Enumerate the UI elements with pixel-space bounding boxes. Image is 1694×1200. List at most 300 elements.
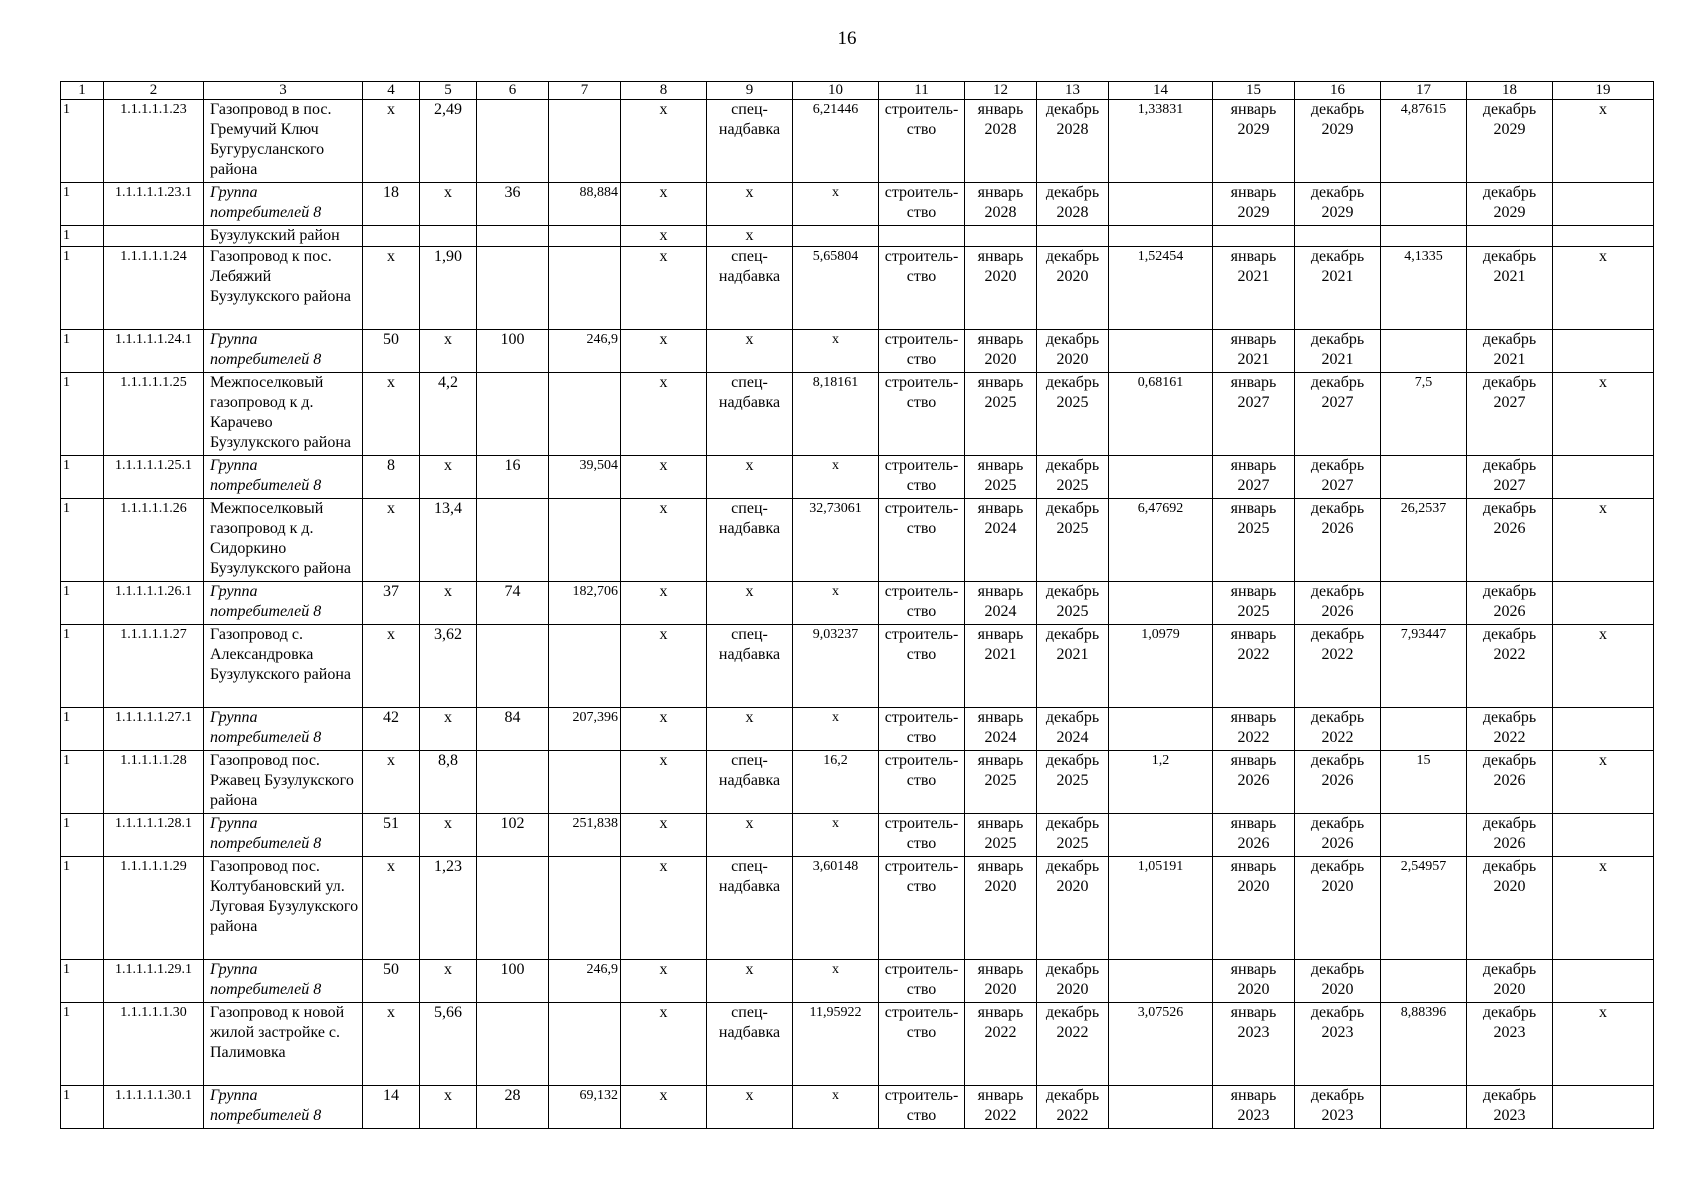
table-cell-col-8: х (621, 247, 707, 330)
table-cell-col-7 (549, 499, 621, 582)
column-header: 15 (1213, 82, 1295, 100)
table-cell-col-1: 1 (61, 582, 104, 625)
table-cell-col-2: 1.1.1.1.1.24 (104, 247, 204, 330)
table-cell-col-15: январь 2021 (1213, 247, 1295, 330)
table-cell-col-13: декабрь 2021 (1037, 625, 1109, 708)
table-cell-col-19: х (1553, 373, 1654, 456)
table-cell-col-1: 1 (61, 100, 104, 183)
table-cell-col-9: спец-надбавка (707, 857, 793, 960)
table-cell-col-7 (549, 751, 621, 814)
table-cell-col-12: январь 2028 (965, 183, 1037, 226)
table-cell-col-6: 84 (477, 708, 549, 751)
table-cell-col-12: январь 2024 (965, 499, 1037, 582)
table-cell-col-15: январь 2022 (1213, 625, 1295, 708)
table-cell-col-1: 1 (61, 247, 104, 330)
table-cell-col-14 (1109, 226, 1213, 247)
table-cell-col-13: декабрь 2025 (1037, 373, 1109, 456)
table-cell-col-15: январь 2020 (1213, 960, 1295, 1003)
table-cell-col-7 (549, 625, 621, 708)
table-cell-col-16: декабрь 2023 (1295, 1086, 1381, 1129)
table-cell-col-12: январь 2022 (965, 1003, 1037, 1086)
table-cell-col-6 (477, 226, 549, 247)
table-cell-col-17 (1381, 708, 1467, 751)
table-cell-col-13: декабрь 2028 (1037, 100, 1109, 183)
table-cell-col-2: 1.1.1.1.1.26.1 (104, 582, 204, 625)
table-cell-col-15: январь 2022 (1213, 708, 1295, 751)
table-cell-col-14 (1109, 1086, 1213, 1129)
table-row (61, 456, 1654, 499)
table-cell-col-10: 9,03237 (793, 625, 879, 708)
table-cell-col-4: 51 (363, 814, 420, 857)
table-cell-col-10: х (793, 183, 879, 226)
table-cell-col-13: декабрь 2024 (1037, 708, 1109, 751)
table-cell-col-19 (1553, 582, 1654, 625)
table-cell-col-18: декабрь 2026 (1467, 751, 1553, 814)
table-cell-col-5: 1,23 (420, 857, 477, 960)
table-cell-col-12: январь 2025 (965, 456, 1037, 499)
column-header: 4 (363, 82, 420, 100)
table-row (61, 582, 1654, 625)
table-cell-col-19 (1553, 183, 1654, 226)
table-cell-col-4: х (363, 1003, 420, 1086)
table-cell-col-11: строитель-ство (879, 582, 965, 625)
table-cell-col-7 (549, 100, 621, 183)
table-cell-col-15: январь 2025 (1213, 499, 1295, 582)
table-cell-col-7: 246,9 (549, 330, 621, 373)
table-cell-col-4: х (363, 373, 420, 456)
table-cell-col-18: декабрь 2022 (1467, 625, 1553, 708)
table-cell-col-14: 1,33831 (1109, 100, 1213, 183)
table-cell-col-18: декабрь 2020 (1467, 960, 1553, 1003)
table-cell-col-11: строитель-ство (879, 960, 965, 1003)
table-cell-col-2: 1.1.1.1.1.25 (104, 373, 204, 456)
table-cell-col-13: декабрь 2025 (1037, 751, 1109, 814)
table-cell-col-17 (1381, 183, 1467, 226)
table-cell-col-13: декабрь 2022 (1037, 1086, 1109, 1129)
table-cell-col-15: январь 2029 (1213, 183, 1295, 226)
table-cell-col-5: 5,66 (420, 1003, 477, 1086)
data-table (60, 81, 1654, 1129)
table-cell-col-12: январь 2022 (965, 1086, 1037, 1129)
table-cell-col-18 (1467, 226, 1553, 247)
table-cell-col-1: 1 (61, 708, 104, 751)
table-cell-col-19: х (1553, 247, 1654, 330)
table-cell-col-13: декабрь 2025 (1037, 456, 1109, 499)
table-cell-col-12: январь 2024 (965, 708, 1037, 751)
table-cell-col-11: строитель-ство (879, 499, 965, 582)
table-cell-col-1: 1 (61, 960, 104, 1003)
table-cell-col-5: х (420, 708, 477, 751)
table-cell-col-16: декабрь 2022 (1295, 625, 1381, 708)
table-cell-col-11: строитель-ство (879, 247, 965, 330)
table-cell-col-12: январь 2025 (965, 814, 1037, 857)
table-cell-col-9: х (707, 1086, 793, 1129)
table-cell-col-6: 100 (477, 330, 549, 373)
column-header: 3 (204, 82, 363, 100)
column-header: 10 (793, 82, 879, 100)
table-cell-col-3: Газопровод с. Александровка Бузулукского района (204, 625, 363, 708)
column-header: 14 (1109, 82, 1213, 100)
table-row (61, 100, 1654, 183)
table-cell-col-5: х (420, 456, 477, 499)
table-cell-col-11: строитель-ство (879, 456, 965, 499)
table-cell-col-16 (1295, 226, 1381, 247)
table-cell-col-19 (1553, 330, 1654, 373)
table-cell-col-15: январь 2025 (1213, 582, 1295, 625)
table-cell-col-5: 1,90 (420, 247, 477, 330)
table-cell-col-8: х (621, 708, 707, 751)
table-cell-col-7 (549, 247, 621, 330)
table-cell-col-1: 1 (61, 226, 104, 247)
table-cell-col-2: 1.1.1.1.1.30 (104, 1003, 204, 1086)
table-cell-col-12: январь 2025 (965, 373, 1037, 456)
table-cell-col-6: 36 (477, 183, 549, 226)
table-cell-col-1: 1 (61, 330, 104, 373)
table-cell-col-16: декабрь 2021 (1295, 330, 1381, 373)
table-cell-col-11: строитель-ство (879, 1086, 965, 1129)
table-row (61, 247, 1654, 330)
table-cell-col-19: х (1553, 1003, 1654, 1086)
table-cell-col-15: январь 2020 (1213, 857, 1295, 960)
table-cell-col-15: январь 2026 (1213, 814, 1295, 857)
table-cell-col-13 (1037, 226, 1109, 247)
table-cell-col-14 (1109, 330, 1213, 373)
table-cell-col-1: 1 (61, 857, 104, 960)
table-cell-col-8: х (621, 814, 707, 857)
table-cell-col-6: 100 (477, 960, 549, 1003)
table-cell-col-13: декабрь 2025 (1037, 499, 1109, 582)
table-cell-col-12: январь 2028 (965, 100, 1037, 183)
column-header: 6 (477, 82, 549, 100)
table-cell-col-3: Газопровод в пос. Гремучий Ключ Бугурусланского района (204, 100, 363, 183)
table-cell-col-2: 1.1.1.1.1.26 (104, 499, 204, 582)
table-cell-col-11: строитель-ство (879, 1003, 965, 1086)
table-cell-col-9: спец-надбавка (707, 100, 793, 183)
table-cell-col-9: спец-надбавка (707, 1003, 793, 1086)
table-cell-col-6 (477, 751, 549, 814)
table-cell-col-18: декабрь 2022 (1467, 708, 1553, 751)
table-cell-col-18: декабрь 2023 (1467, 1003, 1553, 1086)
table-cell-col-19: х (1553, 857, 1654, 960)
table-cell-col-8: х (621, 183, 707, 226)
table-cell-col-17: 26,2537 (1381, 499, 1467, 582)
table-cell-col-8: х (621, 1003, 707, 1086)
table-cell-col-14: 1,0979 (1109, 625, 1213, 708)
table-cell-col-9: спец-надбавка (707, 247, 793, 330)
table-cell-col-1: 1 (61, 814, 104, 857)
table-cell-col-4: 42 (363, 708, 420, 751)
table-cell-col-19: х (1553, 499, 1654, 582)
table-cell-col-3: Группа потребителей 8 (204, 582, 363, 625)
table-cell-col-15: январь 2023 (1213, 1003, 1295, 1086)
table-cell-col-12 (965, 226, 1037, 247)
table-row (61, 814, 1654, 857)
table-cell-col-9: спец-надбавка (707, 751, 793, 814)
table-cell-col-11: строитель-ство (879, 751, 965, 814)
table-cell-col-10: х (793, 960, 879, 1003)
table-cell-col-2: 1.1.1.1.1.30.1 (104, 1086, 204, 1129)
table-cell-col-17 (1381, 226, 1467, 247)
column-header: 12 (965, 82, 1037, 100)
table-cell-col-5: х (420, 960, 477, 1003)
table-row (61, 1003, 1654, 1086)
table-cell-col-11: строитель-ство (879, 330, 965, 373)
table-row (61, 183, 1654, 226)
table-cell-col-8: х (621, 456, 707, 499)
table-cell-col-16: декабрь 2029 (1295, 183, 1381, 226)
table-cell-col-7 (549, 373, 621, 456)
table-cell-col-3: Группа потребителей 8 (204, 183, 363, 226)
table-cell-col-14 (1109, 456, 1213, 499)
table-cell-col-5: х (420, 183, 477, 226)
table-cell-col-12: январь 2024 (965, 582, 1037, 625)
table-cell-col-7 (549, 226, 621, 247)
table-row (61, 625, 1654, 708)
table-row (61, 1086, 1654, 1129)
table-cell-col-17 (1381, 456, 1467, 499)
table-cell-col-18: декабрь 2027 (1467, 456, 1553, 499)
table-cell-col-1: 1 (61, 499, 104, 582)
table-cell-col-4: х (363, 625, 420, 708)
table-cell-col-16: декабрь 2022 (1295, 708, 1381, 751)
table-cell-col-5 (420, 226, 477, 247)
table-cell-col-6 (477, 100, 549, 183)
table-cell-col-18: декабрь 2029 (1467, 100, 1553, 183)
table-cell-col-2: 1.1.1.1.1.29 (104, 857, 204, 960)
table-cell-col-10: х (793, 456, 879, 499)
table-cell-col-16: декабрь 2029 (1295, 100, 1381, 183)
table-cell-col-9: спец-надбавка (707, 373, 793, 456)
table-cell-col-17 (1381, 330, 1467, 373)
table-cell-col-4: 50 (363, 330, 420, 373)
table-cell-col-16: декабрь 2021 (1295, 247, 1381, 330)
table-cell-col-1: 1 (61, 456, 104, 499)
table-cell-col-11: строитель-ство (879, 373, 965, 456)
table-cell-col-8: х (621, 751, 707, 814)
table-cell-col-3: Газопровод пос. Колтубановский ул. Луговая Бузулукского района (204, 857, 363, 960)
table-cell-col-4: 37 (363, 582, 420, 625)
table-cell-col-8: х (621, 100, 707, 183)
table-cell-col-13: декабрь 2022 (1037, 1003, 1109, 1086)
table-cell-col-14 (1109, 183, 1213, 226)
table-cell-col-5: 13,4 (420, 499, 477, 582)
column-header: 5 (420, 82, 477, 100)
table-cell-col-1: 1 (61, 183, 104, 226)
table-cell-col-9: х (707, 330, 793, 373)
column-header: 16 (1295, 82, 1381, 100)
table-cell-col-10: х (793, 1086, 879, 1129)
table-cell-col-17: 7,5 (1381, 373, 1467, 456)
table-cell-col-13: декабрь 2028 (1037, 183, 1109, 226)
table-cell-col-15: январь 2023 (1213, 1086, 1295, 1129)
table-cell-col-19 (1553, 1086, 1654, 1129)
column-header: 11 (879, 82, 965, 100)
table-cell-col-4: х (363, 499, 420, 582)
table-cell-col-9: спец-надбавка (707, 499, 793, 582)
table-cell-col-18: декабрь 2027 (1467, 373, 1553, 456)
table-cell-col-9: х (707, 960, 793, 1003)
column-header-row (61, 82, 1654, 100)
table-cell-col-14 (1109, 814, 1213, 857)
table-cell-col-11: строитель-ство (879, 625, 965, 708)
column-header: 2 (104, 82, 204, 100)
table-cell-col-9: х (707, 708, 793, 751)
table-cell-col-17 (1381, 1086, 1467, 1129)
table-cell-col-7: 246,9 (549, 960, 621, 1003)
table-cell-col-3: Группа потребителей 8 (204, 1086, 363, 1129)
table-cell-col-4: 18 (363, 183, 420, 226)
table-cell-col-1: 1 (61, 751, 104, 814)
table-cell-col-18: декабрь 2029 (1467, 183, 1553, 226)
table-cell-col-14 (1109, 708, 1213, 751)
column-header: 13 (1037, 82, 1109, 100)
table-cell-col-10: х (793, 330, 879, 373)
table-cell-col-17: 8,88396 (1381, 1003, 1467, 1086)
table-row (61, 708, 1654, 751)
table-cell-col-5: 2,49 (420, 100, 477, 183)
column-header: 9 (707, 82, 793, 100)
table-cell-col-6 (477, 625, 549, 708)
table-cell-col-19: х (1553, 751, 1654, 814)
table-cell-col-9: х (707, 456, 793, 499)
table-cell-col-1: 1 (61, 1003, 104, 1086)
table-cell-col-9: х (707, 183, 793, 226)
table-cell-col-11: строитель-ство (879, 857, 965, 960)
table-cell-col-4: х (363, 751, 420, 814)
table-cell-col-10: 32,73061 (793, 499, 879, 582)
table-cell-col-10: х (793, 814, 879, 857)
column-header: 1 (61, 82, 104, 100)
table-cell-col-19 (1553, 708, 1654, 751)
table-cell-col-7: 39,504 (549, 456, 621, 499)
table-cell-col-2: 1.1.1.1.1.29.1 (104, 960, 204, 1003)
table-cell-col-17: 15 (1381, 751, 1467, 814)
table-cell-col-1: 1 (61, 373, 104, 456)
table-cell-col-7 (549, 1003, 621, 1086)
table-cell-col-19: х (1553, 100, 1654, 183)
table-cell-col-2: 1.1.1.1.1.23.1 (104, 183, 204, 226)
table-cell-col-8: х (621, 582, 707, 625)
table-cell-col-19 (1553, 960, 1654, 1003)
table-cell-col-5: х (420, 582, 477, 625)
table-cell-col-13: декабрь 2020 (1037, 857, 1109, 960)
table-cell-col-8: х (621, 373, 707, 456)
table-cell-col-11: строитель-ство (879, 708, 965, 751)
table-cell-col-19 (1553, 226, 1654, 247)
table-cell-col-3: Группа потребителей 8 (204, 330, 363, 373)
table-cell-col-8: х (621, 960, 707, 1003)
table-cell-col-17 (1381, 960, 1467, 1003)
table-cell-col-15: январь 2027 (1213, 456, 1295, 499)
table-cell-col-19 (1553, 456, 1654, 499)
table-cell-col-4: х (363, 247, 420, 330)
column-header: 19 (1553, 82, 1654, 100)
table-cell-col-7: 69,132 (549, 1086, 621, 1129)
table-cell-col-9: спец-надбавка (707, 625, 793, 708)
table-cell-col-11: строитель-ство (879, 100, 965, 183)
table-cell-col-9: х (707, 226, 793, 247)
table-cell-col-9: х (707, 814, 793, 857)
table-cell-col-18: декабрь 2021 (1467, 247, 1553, 330)
table-cell-col-1: 1 (61, 1086, 104, 1129)
table-cell-col-14: 3,07526 (1109, 1003, 1213, 1086)
table-cell-col-15 (1213, 226, 1295, 247)
table-cell-col-7: 182,706 (549, 582, 621, 625)
column-header: 8 (621, 82, 707, 100)
table-cell-col-5: х (420, 330, 477, 373)
table-cell-col-8: х (621, 625, 707, 708)
table-cell-col-3: Газопровод пос. Ржавец Бузулукского района (204, 751, 363, 814)
table-cell-col-18: декабрь 2026 (1467, 582, 1553, 625)
table-cell-col-7: 251,838 (549, 814, 621, 857)
table-cell-col-16: декабрь 2026 (1295, 814, 1381, 857)
table-cell-col-4: х (363, 857, 420, 960)
table-cell-col-14: 6,47692 (1109, 499, 1213, 582)
table-cell-col-17: 4,87615 (1381, 100, 1467, 183)
table-cell-col-11: строитель-ство (879, 183, 965, 226)
table-cell-col-5: х (420, 814, 477, 857)
table-cell-col-3: Группа потребителей 8 (204, 456, 363, 499)
table-row (61, 226, 1654, 247)
table-cell-col-6 (477, 247, 549, 330)
table-cell-col-4: 50 (363, 960, 420, 1003)
table-cell-col-7: 88,884 (549, 183, 621, 226)
table-cell-col-16: декабрь 2027 (1295, 456, 1381, 499)
table-cell-col-17: 7,93447 (1381, 625, 1467, 708)
table-cell-col-5: 4,2 (420, 373, 477, 456)
table-cell-col-6 (477, 499, 549, 582)
table-cell-col-14: 0,68161 (1109, 373, 1213, 456)
table-cell-col-3: Газопровод к новой жилой застройке с. Палимовка (204, 1003, 363, 1086)
table-cell-col-10: 3,60148 (793, 857, 879, 960)
table-cell-col-6: 102 (477, 814, 549, 857)
table-cell-col-18: декабрь 2023 (1467, 1086, 1553, 1129)
table-cell-col-3: Межпоселковый газопровод к д. Сидоркино Бузулукского района (204, 499, 363, 582)
table-cell-col-10: 5,65804 (793, 247, 879, 330)
table-cell-col-5: х (420, 1086, 477, 1129)
table-cell-col-8: х (621, 857, 707, 960)
table-cell-col-6 (477, 857, 549, 960)
table-cell-col-8: х (621, 499, 707, 582)
table-cell-col-3: Группа потребителей 8 (204, 708, 363, 751)
table-cell-col-7: 207,396 (549, 708, 621, 751)
table-row (61, 960, 1654, 1003)
table-cell-col-2: 1.1.1.1.1.27.1 (104, 708, 204, 751)
table-cell-col-13: декабрь 2020 (1037, 960, 1109, 1003)
table-cell-col-2: 1.1.1.1.1.28 (104, 751, 204, 814)
table-cell-col-13: декабрь 2020 (1037, 330, 1109, 373)
table-cell-col-10: 6,21446 (793, 100, 879, 183)
table-cell-col-11: строитель-ство (879, 814, 965, 857)
table-cell-col-16: декабрь 2026 (1295, 751, 1381, 814)
table-cell-col-6: 74 (477, 582, 549, 625)
table-cell-col-6 (477, 373, 549, 456)
table-cell-col-4: 14 (363, 1086, 420, 1129)
table-cell-col-7 (549, 857, 621, 960)
table-cell-col-3: Бузулукский район (204, 226, 363, 247)
table-cell-col-3: Группа потребителей 8 (204, 814, 363, 857)
table-cell-col-10: х (793, 582, 879, 625)
table-row (61, 751, 1654, 814)
table-cell-col-16: декабрь 2020 (1295, 960, 1381, 1003)
table-cell-col-4 (363, 226, 420, 247)
table-cell-col-12: январь 2020 (965, 960, 1037, 1003)
table-cell-col-2: 1.1.1.1.1.28.1 (104, 814, 204, 857)
table-cell-col-3: Межпоселковый газопровод к д. Карачево Бузулукского района (204, 373, 363, 456)
table-cell-col-4: х (363, 100, 420, 183)
table-cell-col-4: 8 (363, 456, 420, 499)
table-cell-col-2: 1.1.1.1.1.23 (104, 100, 204, 183)
